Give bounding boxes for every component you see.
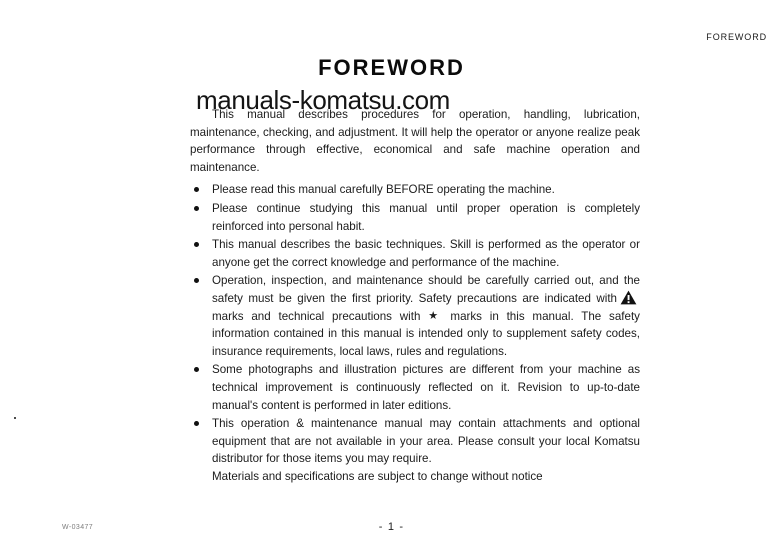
page-number: - 1 - [378,521,405,533]
list-item [190,200,640,235]
bullet-dot-icon [194,187,199,192]
list-item [190,361,640,414]
watermark-text: manuals-komatsu.com [196,85,450,115]
bullet-dot-icon [194,278,199,283]
bullet-dot-icon [194,242,199,247]
list-item-text: Please continue studying this manual until proper operation is completely reinforced into personal habit. [212,201,640,233]
list-item-tail-text: Materials and specifications are subject to change without notice [212,469,543,483]
bullet-dot-icon [194,421,199,426]
bullet-list [190,181,640,485]
intro-paragraph: This manual describes procedures for operation, handling, lubrication, maintenance, checking, and adjustment. It will help the operator or anyone realize peak performance through effective, economical and safe machine operation and maintenance. [190,108,640,174]
body-content [190,106,640,486]
bullet-dot-icon [194,367,199,372]
list-item-text-before-icon: Operation, inspection, and maintenance should be carefully carried out, and the safety must be given the first priority. Safety precautions are indicated with [212,274,640,305]
list-item-text: This manual describes the basic techniques. Skill is performed as the operator or anyone get the correct knowledge and performance of the machine. [212,238,640,269]
page-title: FOREWORD [318,55,465,80]
list-item-text-after-icon: marks and technical precautions with [212,309,421,323]
list-item-text-after-star: marks in this manual. The safety information contained in this manual is intended only to supplement safety codes, insurance requirements, local laws, rules and regulations. [212,309,640,358]
scan-artifact [14,417,16,419]
warning-triangle-icon [620,290,637,305]
bullet-dot-icon [194,206,199,211]
running-header: FOREWORD [706,32,767,42]
star-mark-icon: ★ [428,309,443,322]
list-item-text: This operation & maintenance manual may contain attachments and optional equipment that are not available in your area. Please consult your local Komatsu distributor for those items you may require. [212,417,640,466]
list-item-text: Please read this manual carefully BEFORE operating the machine. [212,183,555,197]
list-item [190,236,640,271]
list-item-safety [190,272,640,360]
list-item-text: Some photographs and illustration pictures are different from your machine as technical improvement is continuously reflected on it. Revision to up-to-date manual's content is performed in later editions. [212,363,640,412]
footer-document-code: W-03477 [62,524,94,531]
list-item [190,415,640,485]
list-item [190,181,640,199]
